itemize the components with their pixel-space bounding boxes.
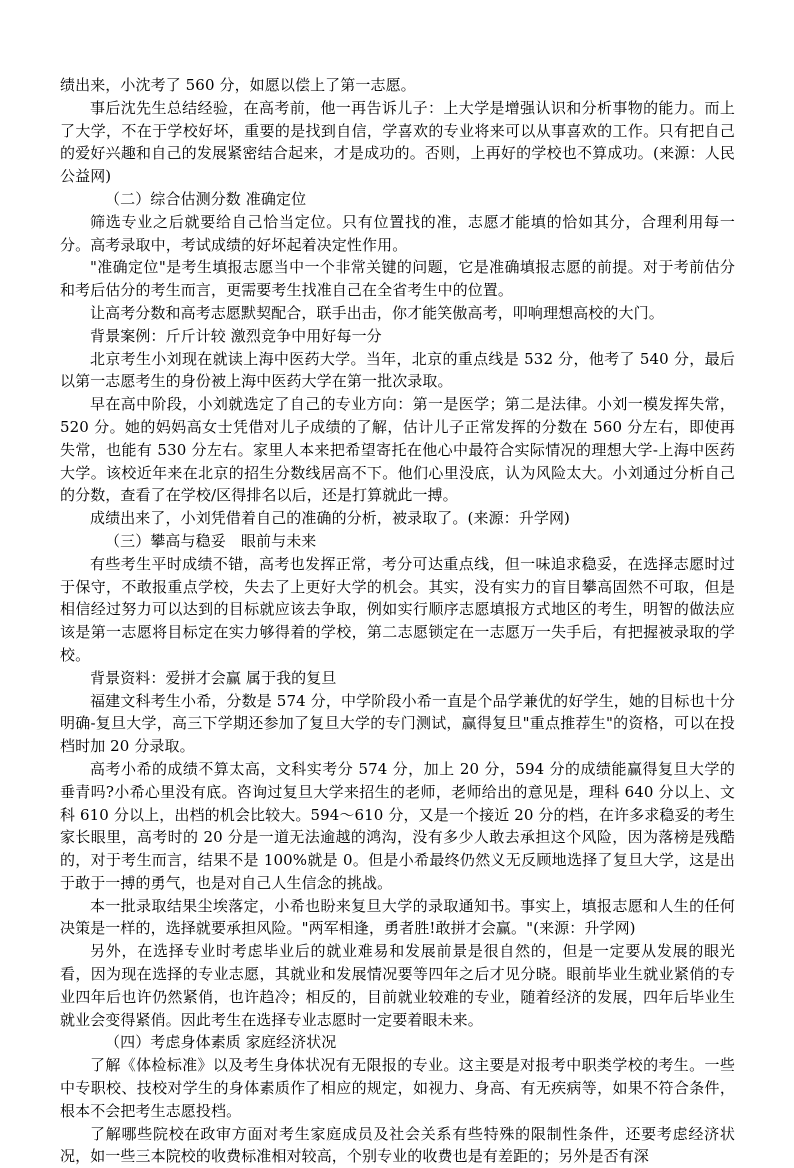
paragraph: 北京考生小刘现在就读上海中医药大学。当年，北京的重点线是 532 分，他考了 540 分，最后以第一志愿考生的身份被上海中医药大学在第一批次录取。 [60,349,735,391]
paragraph-continuation: 绩出来，小沈考了 560 分，如愿以偿上了第一志愿。 [60,76,416,94]
paragraph: 成绩出来了，小刘凭借着自己的准确的分析，被录取了。(来源：升学网) [90,509,571,528]
paragraph: "准确定位"是考生填报志愿当中一个非常关键的问题，它是准确填报志愿的前提。对于考前估分和考后估分的考生而言，更需要考生找准自己在全省考生中的位置。 [60,258,735,300]
section-heading: （三）攀高与稳妥 眼前与未来 [105,531,317,550]
section-heading: （二）综合估测分数 准确定位 [105,189,307,208]
paragraph: 本一批录取结果尘埃落定，小希也盼来复旦大学的录取通知书。事实上，填报志愿和人生的任何决策是一样的，选择就要承担风险。"两军相逢，勇者胜!敢拼才会赢。"(来源：升学网) [60,896,735,938]
paragraph: 有些考生平时成绩不错，高考也发挥正常，考分可达重点线，但一味追求稳妥，在选择志愿时过于保守，不敢报重点学校，失去了上更好大学的机会。其实，没有实力的盲目攀高固然不可取，但是相信经过努力可以达到的目标就应该去争取，例如实行顺序志愿填报方式地区的考生，明智的做法应该是第一志愿将目标定在实力够得着的学校，第二志愿锁定在一志愿万一失手后，有把握被录取的学校。 [60,554,735,664]
case-heading: 背景资料：爱拼才会赢 属于我的复旦 [90,668,337,687]
paragraph: 让高考分数和高考志愿默契配合，联手出击，你才能笑傲高考，叩响理想高校的大门。 [90,303,664,322]
paragraph: 另外，在选择专业时考虑毕业后的就业难易和发展前景是很自然的，但是一定要从发展的眼光看，因为现在选择的专业志愿，其就业和发展情况要等四年之后才见分晓。眼前毕业生就业紧俏的专业四年后也许仍然紧俏，也许趋冷；相反的，目前就业较难的专业，随着经济的发展，四年后毕业生就业会变得紧俏。因此考生在选择专业志愿时一定要着眼未来。 [60,942,735,1029]
document-body [60,74,735,1168]
case-heading: 背景案例：斤斤计较 激烈竞争中用好每一分 [90,326,382,345]
paragraph: 早在高中阶段，小刘就选定了自己的专业方向：第一是医学；第二是法律。小刘一模发挥失常，520 分。她的妈妈高女士凭借对儿子成绩的了解，估计儿子正常发挥的分数在 560 分左右，即使再失常，也能有 530 分左右。家里人本来把希望寄托在他心中最符合实际情况的理想大学-上海中医药大学。该校近年来在北京的招生分数线居高不下。他们心里没底，认为风险太大。小刘通过分析自己的分数，查看了在学校/区得排名以后，还是打算就此一搏。 [60,395,735,505]
paragraph: 筛选专业之后就要给自己恰当定位。只有位置找的准，志愿才能填的恰如其分，合理利用每一分。高考录取中，考试成绩的好坏起着决定性作用。 [60,212,735,254]
paragraph: 事后沈先生总结经验，在高考前，他一再告诉儿子：上大学是增强认识和分析事物的能力。而上了大学，不在于学校好坏，重要的是找到自信，学喜欢的专业将来可以从事喜欢的工作。只有把自己的爱好兴趣和自己的发展紧密结合起来，才是成功的。否则，上再好的学校也不算成功。(来源：人民公益网) [60,98,735,186]
paragraph: 福建文科考生小希，分数是 574 分，中学阶段小希一直是个品学兼优的好学生，她的目标也十分明确-复旦大学，高三下学期还参加了复旦大学的专门测试，赢得复旦"重点推荐生"的资格，可以在投档时加 20 分录取。 [60,691,735,756]
paragraph: 高考小希的成绩不算太高，文科实考分 574 分，加上 20 分，594 分的成绩能赢得复旦大学的垂青吗?小希心里没有底。咨询过复旦大学来招生的老师，老师给出的意见是，理科 640 分以上、文科 610 分以上，出档的机会比较大。594～610 分，又是一个接近 20 分的档，在许多求稳妥的考生家长眼里，高考时的 20 分是一道无法逾越的鸿沟，没有多少人敢去承担这个风险，因为落榜是残酷的，对于考生而言，结果不是 100%就是 0。但是小希最终仍然义无反顾地选择了复旦大学，这是出于敢于一搏的勇气，也是对自己人生信念的挑战。 [60,759,735,892]
paragraph: 了解《体检标准》以及考生身体状况有无限报的专业。这主要是对报考中职类学校的考生。一些中专职校、技校对学生的身体素质作了相应的规定，如视力、身高、有无疾病等，如果不符合条件，根本不会把考生志愿投档。 [60,1056,735,1120]
section-heading: （四）考虑身体素质 家庭经济状况 [105,1033,337,1052]
paragraph: 了解哪些院校在政审方面对考生家庭成员及社会关系有些特殊的限制性条件，还要考虑经济状况，如一些三本院校的收费标准相对较高，个别专业的收费也是有差距的；另外是否有深 [60,1124,735,1166]
